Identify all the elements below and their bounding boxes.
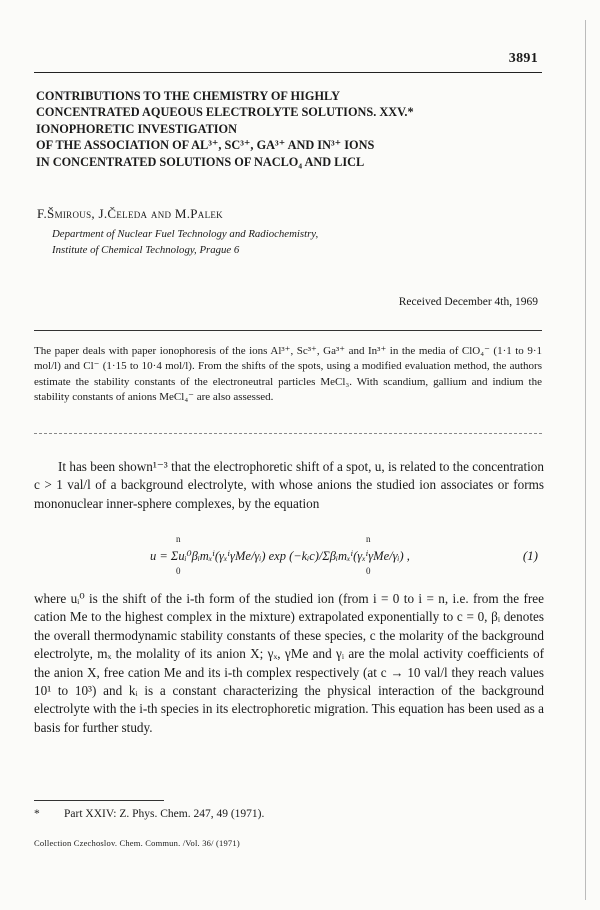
title-line: OF THE ASSOCIATION OF AL³⁺, SC³⁺, GA³⁺ AND IN³⁺ IONS xyxy=(36,138,375,153)
abstract: The paper deals with paper ionophoresis of the ions Al³⁺, Sc³⁺, Ga³⁺ and In³⁺ in the media of ClO₄⁻ (1·1 to 9·1 mol/l) and Cl⁻ (1·15 to 10·4 mol/l). From the shifts of the spots, using a modified evaluation method, the authors estimate the stability constants of the electroneutral particles MeCl₃. With scandium, gallium and indium the stability constants of anions MeCl₄⁻ are also assessed. xyxy=(34,345,542,404)
equation-body: u = Σuᵢ⁰βᵢmₓⁱ(γₓⁱγMe/γᵢ) exp (−kᵢc)/Σβᵢmₓⁱ(γₓⁱγMe/γᵢ) , xyxy=(150,549,410,563)
affiliation-line: Institute of Chemical Technology, Prague 6 xyxy=(52,244,240,256)
author-names: F.Šmirous, J.Čeleda and M.Palek xyxy=(37,206,223,221)
sum-upper-limit: n xyxy=(366,534,371,544)
header-rule xyxy=(34,72,542,73)
equation-1 xyxy=(150,534,450,580)
paragraph-intro: It has been shown¹⁻³ that the electrophoretic shift of a spot, u, is related to the concentration c > 1 val/l of a background electrolyte, with whose anions the studied ion associates or forms mononuclear inner-sphere complexes, by the equation xyxy=(34,459,544,511)
authors xyxy=(37,206,223,222)
article-title xyxy=(36,88,556,170)
sum-lower-limit: 0 xyxy=(176,566,181,576)
title-line: IN CONCENTRATED SOLUTIONS OF NACLO₄ AND LICL xyxy=(36,154,365,169)
journal-citation: Collection Czechoslov. Chem. Commun. /Vol. 36/ (1971) xyxy=(34,838,240,848)
title-line: CONTRIBUTIONS TO THE CHEMISTRY OF HIGHLY xyxy=(36,89,340,103)
received-date: Received December 4th, 1969 xyxy=(398,296,538,308)
footnote-rule xyxy=(34,800,164,801)
abstract-rule xyxy=(34,330,542,331)
footnote-text: Part XXIV: Z. Phys. Chem. 247, 49 (1971). xyxy=(64,808,265,820)
affiliation xyxy=(52,226,318,258)
title-line: IONOPHORETIC INVESTIGATION xyxy=(36,121,238,136)
footnote-mark: * xyxy=(34,808,40,820)
footnote xyxy=(34,808,264,820)
title-line: CONCENTRATED AQUEOUS ELECTROLYTE SOLUTIONS. XXV.* xyxy=(36,105,414,120)
paragraph-definitions: where uᵢ⁰ is the shift of the i-th form of the studied ion (from i = 0 to i = n, i.e. from the free cation Me to the highest complex in the mixture) extrapolated exponentially to c = 0, βᵢ denotes the overall thermodynamic stability constants of these species, c the molarity of the background electrolyte, mₓ the molality of its anion X; γₓ, γMe and γᵢ are the molal activity coefficients of the anion X, free cation Me and its i-th complex respectively (at c → 10 val/l they reach values 10¹ to 10³) and kᵢ is a constant characterizing the physical interaction of the background electrolyte with the i-th species in its electrophoretic migration. This equation has been used as a basis for further study. xyxy=(34,591,544,735)
page-number: 3891 xyxy=(508,51,538,66)
affiliation-line: Department of Nuclear Fuel Technology and Radiochemistry, xyxy=(52,228,319,240)
equation-number: (1) xyxy=(522,548,538,563)
sum-upper-limit: n xyxy=(176,534,181,544)
sum-lower-limit: 0 xyxy=(366,566,371,576)
abstract-end-rule xyxy=(34,433,542,434)
page-edge-line xyxy=(585,20,586,900)
